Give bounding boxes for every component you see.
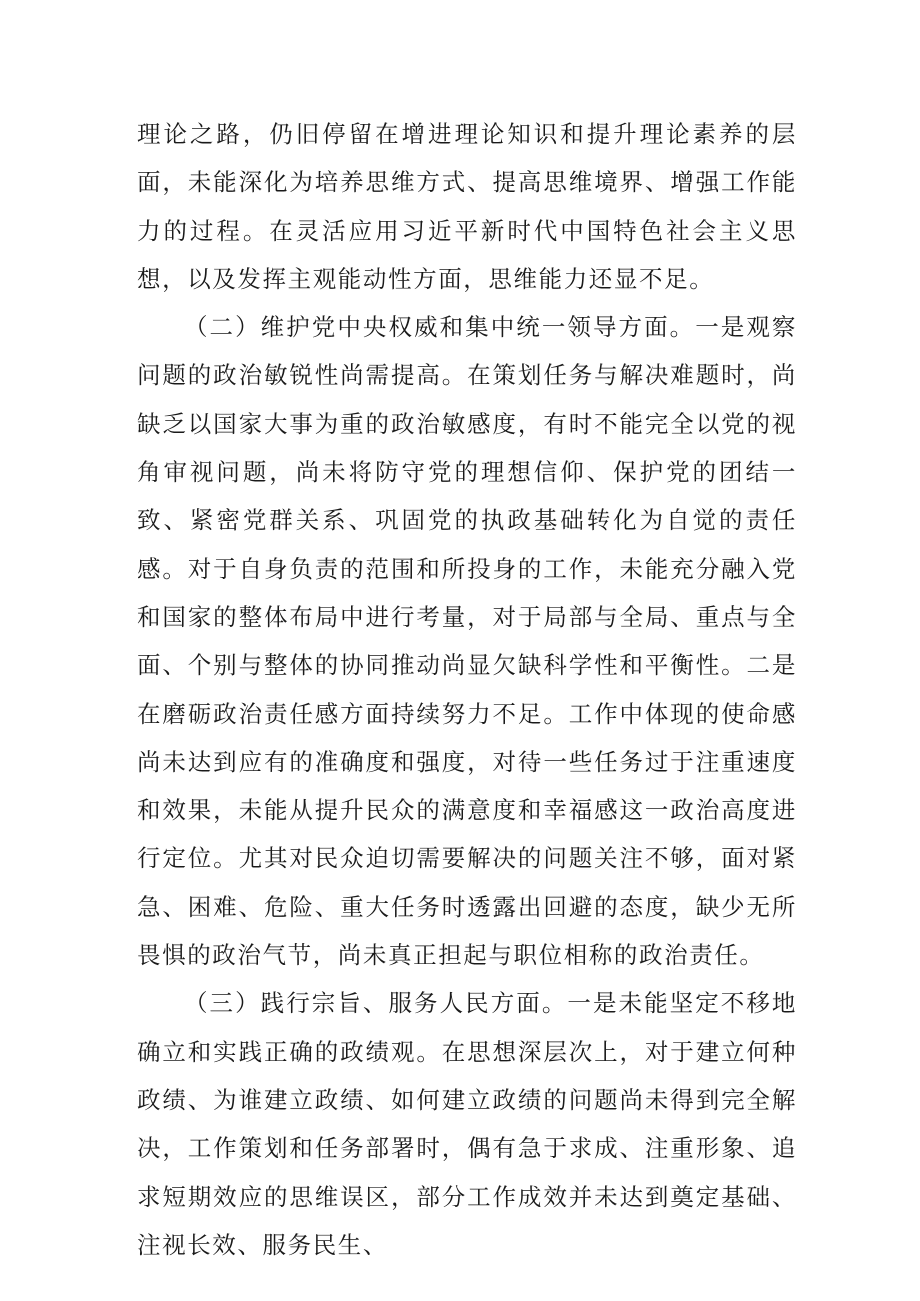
paragraph-continuation: 理论之路，仍旧停留在增进理论知识和提升理论素养的层面，未能深化为培养思维方式、提高思维境界、增强工作能力的过程。在灵活应用习近平新时代中国特色社会主义思想，以及发挥主观能动性方面，思维能力还显不足。: [137, 120, 797, 293]
paragraph-section-three: （三）践行宗旨、服务人民方面。一是未能坚定不移地确立和实践正确的政绩观。在思想深层次上，对于建立何种政绩、为谁建立政绩、如何建立政绩的问题尚未得到完全解决，工作策划和任务部署时，偶有急于求成、注重形象、追求短期效应的思维误区，部分工作成效并未达到奠定基础、注视长效、服务民生、: [137, 989, 797, 1259]
document-body: [137, 110, 797, 1269]
paragraph-section-two: （二）维护党中央权威和集中统一领导方面。一是观察问题的政治敏锐性尚需提高。在策划任务与解决难题时，尚缺乏以国家大事为重的政治敏感度，有时不能完全以党的视角审视问题，尚未将防守党的理想信仰、保护党的团结一致、紧密党群关系、巩固党的执政基础转化为自觉的责任感。对于自身负责的范围和所投身的工作，未能充分融入党和国家的整体布局中进行考量，对于局部与全局、重点与全面、个别与整体的协同推动尚显欠缺科学性和平衡性。二是在磨砺政治责任感方面持续努力不足。工作中体现的使命感尚未达到应有的准确度和强度，对待一些任务过于注重速度和效果，未能从提升民众的满意度和幸福感这一政治高度进行定位。尤其对民众迫切需要解决的问题关注不够，面对紧急、困难、危险、重大任务时透露出回避的态度，缺少无所畏惧的政治气节，尚未真正担起与职位相称的政治责任。: [137, 313, 797, 970]
